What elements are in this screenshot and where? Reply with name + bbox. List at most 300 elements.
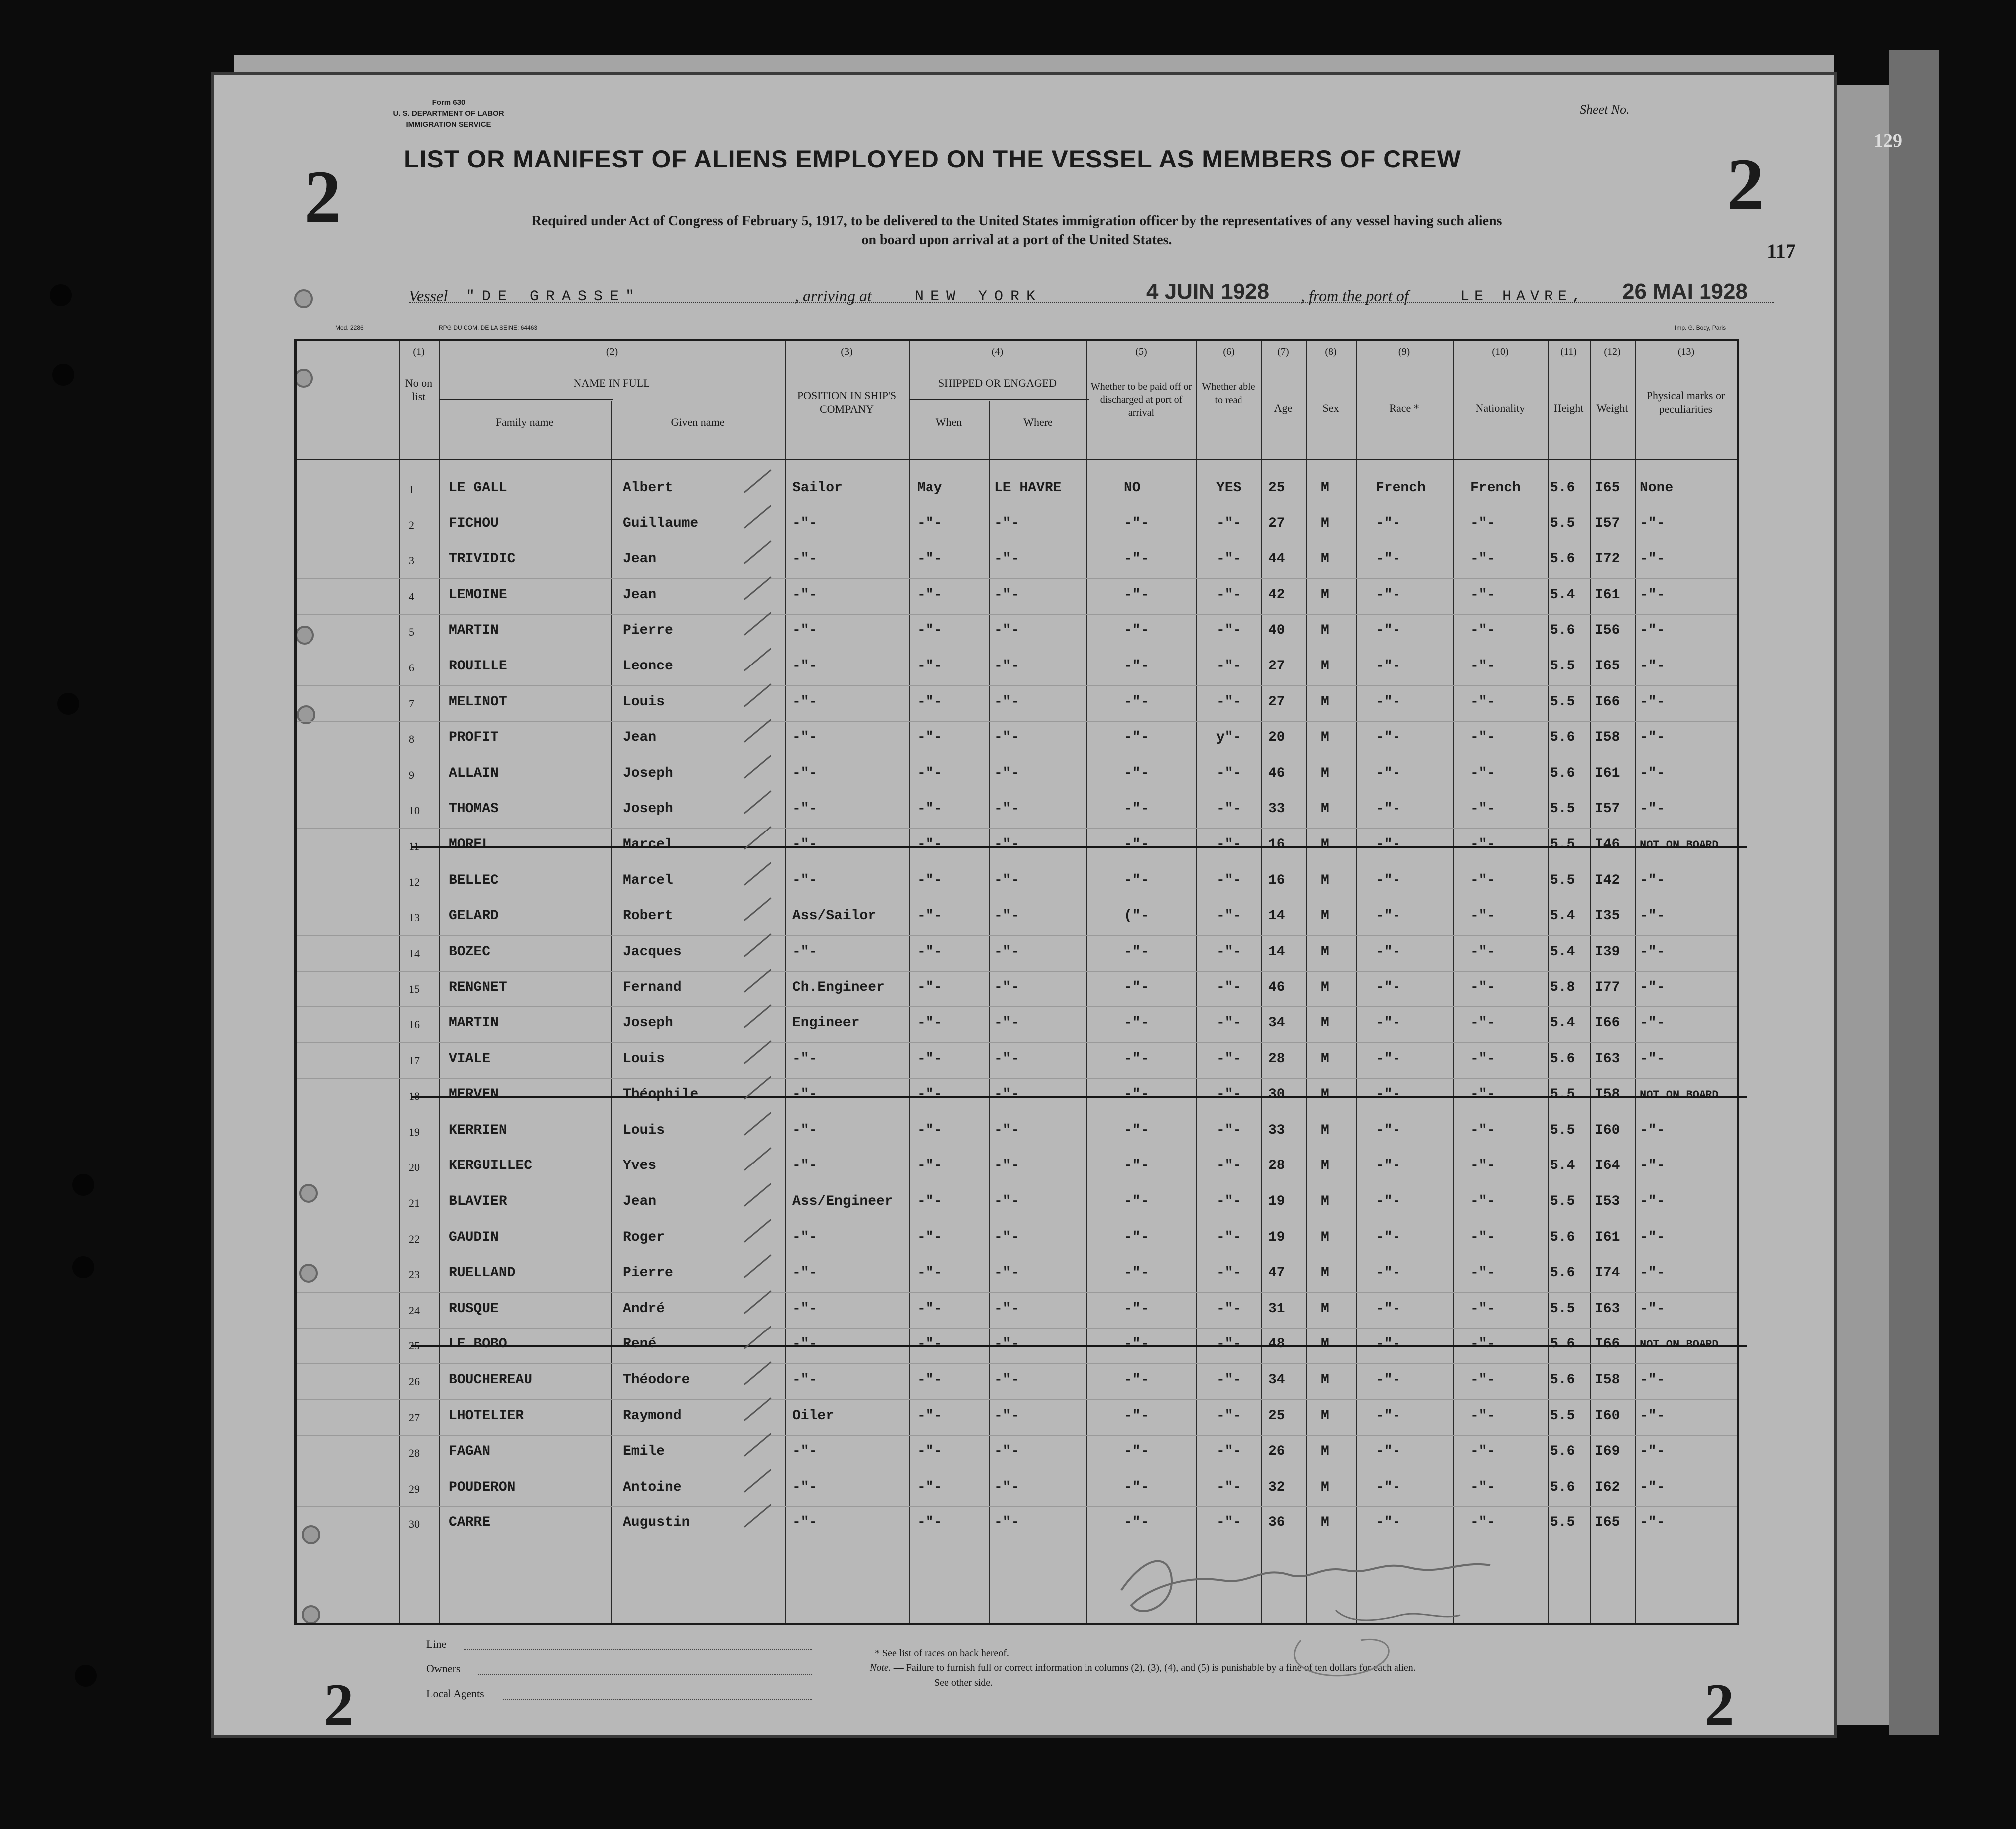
height-cell: 5.4 <box>1550 944 1575 960</box>
able-to-read-cell: -"- <box>1216 837 1241 852</box>
sex-cell: M <box>1321 980 1329 996</box>
row-number-cell: 23 <box>409 1268 420 1281</box>
able-to-read-cell: -"- <box>1216 1515 1241 1531</box>
family-name-cell: POUDERON <box>449 1479 516 1495</box>
col6-number: (6) <box>1223 346 1235 357</box>
family-name-cell: LHOTELIER <box>449 1408 524 1424</box>
row-number-cell: 25 <box>409 1339 420 1352</box>
race-cell: -"- <box>1376 694 1401 710</box>
physical-marks-cell: NOT ON BOARD <box>1640 1338 1719 1351</box>
paid-off-cell: -"- <box>1124 980 1149 996</box>
weight-cell: I58 <box>1595 730 1620 746</box>
race-cell: -"- <box>1376 659 1401 674</box>
able-to-read-cell: -"- <box>1216 944 1241 960</box>
weight-cell: I56 <box>1595 623 1620 639</box>
family-name-cell: MARTIN <box>449 623 499 639</box>
col7-number: (7) <box>1277 346 1289 357</box>
age-cell: 25 <box>1268 1408 1285 1424</box>
position-cell: Ch.Engineer <box>792 980 885 996</box>
row-number-cell: 6 <box>409 662 414 674</box>
able-to-read-cell: -"- <box>1216 1479 1241 1495</box>
shipped-when-cell: -"- <box>917 515 942 531</box>
paid-off-cell: -"- <box>1124 801 1149 817</box>
height-cell: 5.5 <box>1550 1122 1575 1138</box>
row-number-cell: 21 <box>409 1197 420 1209</box>
physical-marks-cell: -"- <box>1640 1194 1665 1209</box>
nationality-cell: -"- <box>1470 1372 1496 1388</box>
physical-marks-cell: None <box>1640 480 1674 496</box>
family-name-cell: MARTIN <box>449 1015 499 1031</box>
binder-hole <box>75 1665 97 1687</box>
physical-marks-cell: -"- <box>1640 980 1665 996</box>
given-name-cell: Fernand <box>623 980 682 996</box>
given-name-cell: Marcel <box>623 872 673 888</box>
race-cell: -"- <box>1376 944 1401 960</box>
weight-cell: I35 <box>1595 908 1620 924</box>
shipped-where-cell: -"- <box>994 730 1020 746</box>
physical-marks-cell: -"- <box>1640 1158 1665 1174</box>
given-name-cell: Jacques <box>623 944 682 960</box>
height-cell: 5.6 <box>1550 623 1575 639</box>
table-row <box>297 1006 1737 1043</box>
family-name-cell: RENGNET <box>449 980 507 996</box>
shipped-where-cell: -"- <box>994 1051 1020 1067</box>
mod-number: Mod. 2286 <box>335 324 364 331</box>
col9-number: (9) <box>1398 346 1410 357</box>
weight-cell: I61 <box>1595 1229 1620 1245</box>
service-name: IMMIGRATION SERVICE <box>406 120 491 129</box>
shipped-when-cell: -"- <box>917 1515 942 1531</box>
age-cell: 33 <box>1268 1122 1285 1138</box>
age-cell: 40 <box>1268 623 1285 639</box>
weight-cell: I58 <box>1595 1087 1620 1103</box>
position-cell: -"- <box>792 837 818 852</box>
able-to-read-cell: -"- <box>1216 659 1241 674</box>
row-number-cell: 22 <box>409 1232 420 1245</box>
sex-cell: M <box>1321 1122 1329 1138</box>
sex-cell: M <box>1321 872 1329 888</box>
paid-off-cell: -"- <box>1124 694 1149 710</box>
paid-off-cell: ("- <box>1124 908 1149 924</box>
col9-header: Race * <box>1389 402 1419 414</box>
able-to-read-cell: -"- <box>1216 551 1241 567</box>
nationality-cell: -"- <box>1470 623 1496 639</box>
shipped-where-cell: -"- <box>994 515 1020 531</box>
shipped-when-cell: -"- <box>917 1336 942 1352</box>
shipped-where-cell: -"- <box>994 1122 1020 1138</box>
col4-when-header: When <box>935 416 962 428</box>
given-name-cell: Pierre <box>623 1265 673 1281</box>
height-cell: 5.5 <box>1550 1087 1575 1103</box>
shipped-when-cell: -"- <box>917 587 942 603</box>
family-name-cell: RUSQUE <box>449 1301 499 1317</box>
sex-cell: M <box>1321 1194 1329 1209</box>
height-cell: 5.5 <box>1550 515 1575 531</box>
registry-number: RPG DU COM. DE LA SEINE: 64463 <box>439 324 538 331</box>
age-cell: 27 <box>1268 515 1285 531</box>
col4-number: (4) <box>991 346 1004 357</box>
able-to-read-cell: -"- <box>1216 1015 1241 1031</box>
arriving-label: , arriving at <box>795 287 872 305</box>
family-name-cell: MERVEN <box>449 1087 499 1103</box>
row-number-cell: 24 <box>409 1304 420 1317</box>
sex-cell: M <box>1321 1301 1329 1317</box>
weight-cell: I65 <box>1595 480 1620 496</box>
sex-cell: M <box>1321 1158 1329 1174</box>
able-to-read-cell: -"- <box>1216 872 1241 888</box>
printer-credit: Imp. G. Body, Paris <box>1675 324 1726 331</box>
weight-cell: I63 <box>1595 1301 1620 1317</box>
race-cell: -"- <box>1376 1087 1401 1103</box>
age-cell: 14 <box>1268 944 1285 960</box>
age-cell: 19 <box>1268 1194 1285 1209</box>
row-number-cell: 11 <box>409 840 420 852</box>
row-number-cell: 13 <box>409 911 420 924</box>
position-cell: Engineer <box>792 1015 860 1031</box>
position-cell: -"- <box>792 515 818 531</box>
position-cell: -"- <box>792 944 818 960</box>
height-cell: 5.5 <box>1550 694 1575 710</box>
physical-marks-cell: -"- <box>1640 1479 1665 1495</box>
physical-marks-cell: -"- <box>1640 730 1665 746</box>
sex-cell: M <box>1321 515 1329 531</box>
row-number-cell: 14 <box>409 947 420 960</box>
sex-cell: M <box>1321 1408 1329 1424</box>
shipped-when-cell: -"- <box>917 1479 942 1495</box>
table-row <box>297 971 1737 1007</box>
position-cell: -"- <box>792 1515 818 1531</box>
able-to-read-cell: -"- <box>1216 1229 1241 1245</box>
weight-cell: I72 <box>1595 551 1620 567</box>
family-name-cell: MELINOT <box>449 694 507 710</box>
table-row <box>297 1185 1737 1221</box>
height-cell: 5.5 <box>1550 1301 1575 1317</box>
nationality-cell: -"- <box>1470 1301 1496 1317</box>
nationality-cell: -"- <box>1470 1265 1496 1281</box>
given-name-cell: Louis <box>623 1051 665 1067</box>
weight-cell: I74 <box>1595 1265 1620 1281</box>
given-name-cell: Jean <box>623 1194 657 1209</box>
nationality-cell: -"- <box>1470 908 1496 924</box>
arrival-date-stamp: 4 JUIN 1928 <box>1146 279 1270 304</box>
physical-marks-cell: -"- <box>1640 551 1665 567</box>
shipped-when-cell: -"- <box>917 801 942 817</box>
shipped-when-cell: -"- <box>917 872 942 888</box>
table-row <box>297 614 1737 650</box>
table-row <box>297 1149 1737 1185</box>
family-name-cell: TRIVIDIC <box>449 551 516 567</box>
age-cell: 46 <box>1268 765 1285 781</box>
paid-off-cell: -"- <box>1124 1087 1149 1103</box>
nationality-cell: -"- <box>1470 1408 1496 1424</box>
sex-cell: M <box>1321 1444 1329 1460</box>
paid-off-cell: -"- <box>1124 1408 1149 1424</box>
given-name-cell: Louis <box>623 694 665 710</box>
race-cell: -"- <box>1376 1515 1401 1531</box>
height-cell: 5.8 <box>1550 980 1575 996</box>
shipped-where-cell: -"- <box>994 908 1020 924</box>
departure-port: LE HAVRE, <box>1460 288 1586 305</box>
weight-cell: I65 <box>1595 659 1620 674</box>
position-cell: -"- <box>792 1051 818 1067</box>
nationality-cell: -"- <box>1470 694 1496 710</box>
physical-marks-cell: -"- <box>1640 765 1665 781</box>
nationality-cell: -"- <box>1470 659 1496 674</box>
col5-number: (5) <box>1135 346 1147 357</box>
nationality-cell: -"- <box>1470 1336 1496 1352</box>
sex-cell: M <box>1321 1336 1329 1352</box>
family-name-cell: ALLAIN <box>449 765 499 781</box>
height-cell: 5.5 <box>1550 872 1575 888</box>
weight-cell: I63 <box>1595 1051 1620 1067</box>
header-subrule-name <box>439 399 613 400</box>
paid-off-cell: -"- <box>1124 659 1149 674</box>
height-cell: 5.5 <box>1550 837 1575 852</box>
nationality-cell: -"- <box>1470 1229 1496 1245</box>
col5-header: Whether to be paid off or discharged at port of arrival <box>1090 381 1192 418</box>
position-cell: -"- <box>792 801 818 817</box>
able-to-read-cell: -"- <box>1216 1194 1241 1209</box>
shipped-where-cell: -"- <box>994 1229 1020 1245</box>
col13-header: Physical marks or peculiarities <box>1646 389 1725 415</box>
age-cell: 44 <box>1268 551 1285 567</box>
shipped-when-cell: -"- <box>917 1229 942 1245</box>
row-number-cell: 29 <box>409 1482 420 1495</box>
weight-cell: I61 <box>1595 765 1620 781</box>
age-cell: 46 <box>1268 980 1285 996</box>
race-cell: -"- <box>1376 1301 1401 1317</box>
nationality-cell: -"- <box>1470 587 1496 603</box>
family-name-cell: LEMOINE <box>449 587 507 603</box>
age-cell: 26 <box>1268 1444 1285 1460</box>
position-cell: Ass/Sailor <box>792 908 877 924</box>
sex-cell: M <box>1321 587 1329 603</box>
height-cell: 5.6 <box>1550 1229 1575 1245</box>
col1-header: No on list <box>405 377 433 403</box>
race-cell: -"- <box>1376 1372 1401 1388</box>
height-cell: 5.4 <box>1550 1158 1575 1174</box>
shipped-where-cell: -"- <box>994 801 1020 817</box>
given-name-cell: Guillaume <box>623 515 699 531</box>
page-subtitle <box>359 212 1675 250</box>
line-field <box>464 1649 812 1650</box>
shipped-when-cell: -"- <box>917 551 942 567</box>
physical-marks-cell: -"- <box>1640 1265 1665 1281</box>
given-name-cell: Robert <box>623 908 673 924</box>
age-cell: 28 <box>1268 1158 1285 1174</box>
shipped-when-cell: -"- <box>917 944 942 960</box>
height-cell: 5.6 <box>1550 1372 1575 1388</box>
table-row <box>297 1328 1737 1364</box>
physical-marks-cell: NOT ON BOARD <box>1640 839 1719 851</box>
table-row <box>297 828 1737 864</box>
shipped-where-cell: -"- <box>994 837 1020 852</box>
race-cell: -"- <box>1376 837 1401 852</box>
col6-header: Whether able to read <box>1202 381 1255 406</box>
race-cell: French <box>1376 480 1426 496</box>
row-number-cell: 30 <box>409 1518 420 1531</box>
paid-off-cell: -"- <box>1124 1122 1149 1138</box>
strikethrough-line <box>411 1345 1747 1347</box>
table-row <box>297 507 1737 543</box>
physical-marks-cell: -"- <box>1640 1015 1665 1031</box>
position-cell: -"- <box>792 1229 818 1245</box>
shipped-when-cell: -"- <box>917 1015 942 1031</box>
physical-marks-cell: -"- <box>1640 515 1665 531</box>
family-name-cell: KERGUILLEC <box>449 1158 533 1174</box>
family-name-cell: FICHOU <box>449 515 499 531</box>
col11-number: (11) <box>1560 346 1577 357</box>
physical-marks-cell: -"- <box>1640 1301 1665 1317</box>
given-name-cell: Jean <box>623 587 657 603</box>
row-number-cell: 17 <box>409 1054 420 1067</box>
physical-marks-cell: NOT ON BOARD <box>1640 1089 1719 1102</box>
note-label: Note. <box>870 1663 891 1673</box>
form-meta <box>349 97 548 130</box>
shipped-where-cell: -"- <box>994 872 1020 888</box>
age-cell: 28 <box>1268 1051 1285 1067</box>
col4-header: SHIPPED OR ENGAGED <box>938 377 1057 389</box>
paid-off-cell: -"- <box>1124 872 1149 888</box>
physical-marks-cell: -"- <box>1640 694 1665 710</box>
col11-header: Height <box>1553 402 1584 414</box>
page-number-handwritten: 117 <box>1767 240 1796 262</box>
position-cell: -"- <box>792 659 818 674</box>
shipped-when-cell: -"- <box>917 1194 942 1209</box>
stacked-page-edge-top <box>234 55 1834 75</box>
col10-number: (10) <box>1492 346 1509 357</box>
paid-off-cell: -"- <box>1124 623 1149 639</box>
height-cell: 5.6 <box>1550 1336 1575 1352</box>
form-number: Form 630 <box>432 98 465 107</box>
shipped-when-cell: -"- <box>917 730 942 746</box>
reinforcement-ring <box>294 289 313 308</box>
position-cell: -"- <box>792 1479 818 1495</box>
shipped-where-cell: -"- <box>994 1479 1020 1495</box>
sex-cell: M <box>1321 837 1329 852</box>
col8-header: Sex <box>1322 402 1339 414</box>
shipped-where-cell: -"- <box>994 1087 1020 1103</box>
position-cell: -"- <box>792 1372 818 1388</box>
race-cell: -"- <box>1376 587 1401 603</box>
shipped-where-cell: -"- <box>994 980 1020 996</box>
stacked-page-edge-light <box>1834 85 1889 1725</box>
height-cell: 5.5 <box>1550 659 1575 674</box>
shipped-where-cell: -"- <box>994 587 1020 603</box>
given-name-cell: Antoine <box>623 1479 682 1495</box>
race-cell: -"- <box>1376 801 1401 817</box>
race-cell: -"- <box>1376 1158 1401 1174</box>
position-cell: -"- <box>792 1336 818 1352</box>
shipped-when-cell: -"- <box>917 1372 942 1388</box>
table-row <box>297 1363 1737 1400</box>
shipped-when-cell: -"- <box>917 765 942 781</box>
able-to-read-cell: -"- <box>1216 1051 1241 1067</box>
race-cell: -"- <box>1376 1265 1401 1281</box>
able-to-read-cell: -"- <box>1216 1158 1241 1174</box>
check-mark <box>734 458 772 493</box>
shipped-when-cell: -"- <box>917 1301 942 1317</box>
family-name-cell: LE GALL <box>449 480 507 496</box>
position-cell: Sailor <box>792 480 843 496</box>
age-cell: 25 <box>1268 480 1285 496</box>
row-number-cell: 12 <box>409 875 420 888</box>
shipped-when-cell: -"- <box>917 694 942 710</box>
nationality-cell: -"- <box>1470 1515 1496 1531</box>
race-cell: -"- <box>1376 1444 1401 1460</box>
age-cell: 19 <box>1268 1229 1285 1245</box>
given-name-cell: Théodore <box>623 1372 690 1388</box>
shipped-where-cell: LE HAVRE <box>994 480 1062 496</box>
owners-field <box>478 1674 812 1675</box>
family-name-cell: MOREL <box>449 837 491 852</box>
shipped-when-cell: -"- <box>917 1444 942 1460</box>
weight-cell: I53 <box>1595 1194 1620 1209</box>
family-name-cell: VIALE <box>449 1051 491 1067</box>
col2-number: (2) <box>606 346 618 357</box>
age-cell: 16 <box>1268 837 1285 852</box>
weight-cell: I64 <box>1595 1158 1620 1174</box>
arrival-port: NEW YORK <box>915 288 1043 305</box>
family-name-cell: ROUILLE <box>449 659 507 674</box>
weight-cell: I39 <box>1595 944 1620 960</box>
crew-manifest-table <box>294 339 1739 1625</box>
strikethrough-line <box>411 1096 1747 1098</box>
race-cell: -"- <box>1376 1336 1401 1352</box>
physical-marks-cell: -"- <box>1640 1372 1665 1388</box>
row-number-cell: 19 <box>409 1125 420 1138</box>
weight-cell: I66 <box>1595 1336 1620 1352</box>
age-cell: 27 <box>1268 659 1285 674</box>
family-name-cell: RUELLAND <box>449 1265 516 1281</box>
col3-header: POSITION IN SHIP'S COMPANY <box>797 389 897 415</box>
given-name-cell: Marcel <box>623 837 673 852</box>
table-row <box>297 757 1737 793</box>
position-cell: -"- <box>792 1444 818 1460</box>
row-number-cell: 2 <box>409 518 414 531</box>
shipped-where-cell: -"- <box>994 1015 1020 1031</box>
position-cell: -"- <box>792 872 818 888</box>
family-name-cell: FAGAN <box>449 1444 491 1460</box>
sex-cell: M <box>1321 659 1329 674</box>
nationality-cell: -"- <box>1470 1158 1496 1174</box>
table-row <box>297 864 1737 900</box>
nationality-cell: -"- <box>1470 551 1496 567</box>
physical-marks-cell: -"- <box>1640 587 1665 603</box>
family-name-cell: KERRIEN <box>449 1122 507 1138</box>
row-number-cell: 10 <box>409 804 420 817</box>
list-number-top-left: 2 <box>304 156 341 238</box>
table-row <box>297 650 1737 686</box>
sex-cell: M <box>1321 1265 1329 1281</box>
shipped-when-cell: -"- <box>917 1265 942 1281</box>
strikethrough-line <box>411 846 1747 848</box>
position-cell: Ass/Engineer <box>792 1194 893 1209</box>
weight-cell: I42 <box>1595 872 1620 888</box>
able-to-read-cell: -"- <box>1216 1265 1241 1281</box>
paid-off-cell: -"- <box>1124 515 1149 531</box>
able-to-read-cell: -"- <box>1216 1408 1241 1424</box>
physical-marks-cell: -"- <box>1640 1444 1665 1460</box>
position-cell: -"- <box>792 1087 818 1103</box>
given-name-cell: Joseph <box>623 765 673 781</box>
row-number-cell: 4 <box>409 590 414 603</box>
family-name-cell: PROFIT <box>449 730 499 746</box>
col10-header: Nationality <box>1475 402 1525 414</box>
given-name-cell: Louis <box>623 1122 665 1138</box>
table-row <box>297 1435 1737 1471</box>
physical-marks-cell: -"- <box>1640 944 1665 960</box>
